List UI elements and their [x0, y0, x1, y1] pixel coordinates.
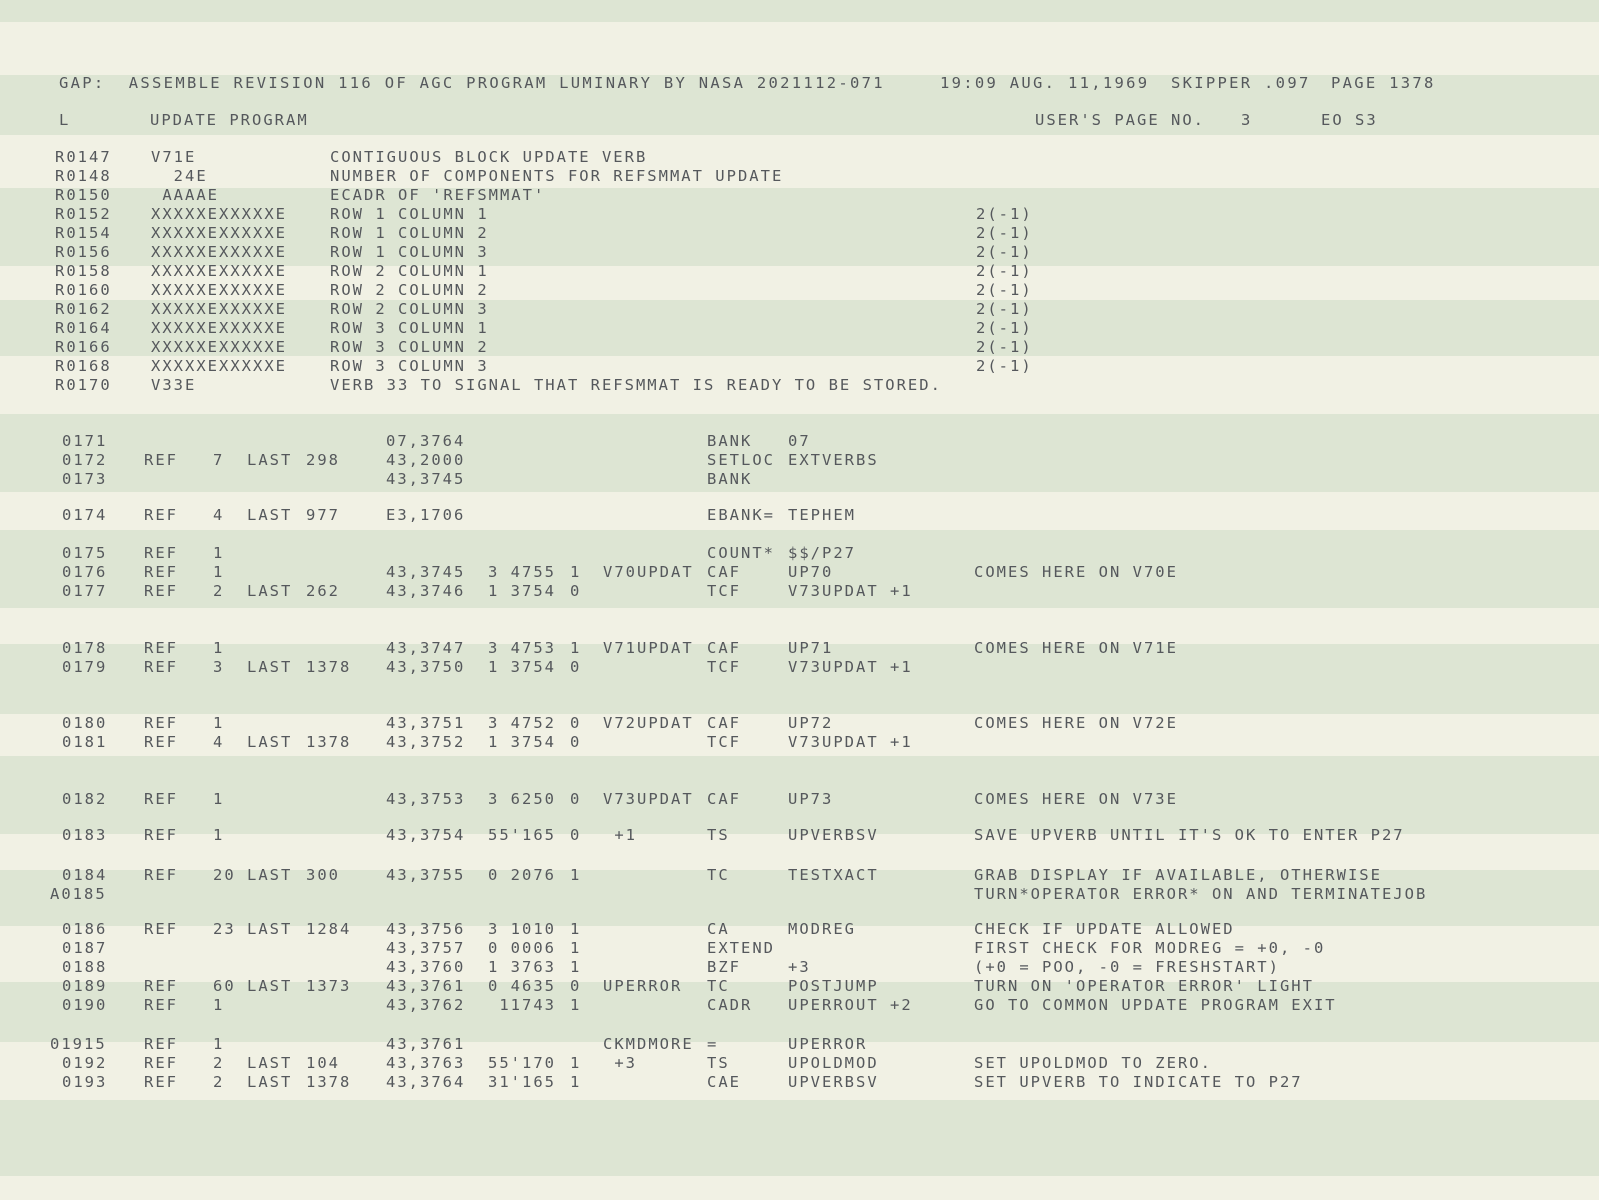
last-tag: LAST — [247, 733, 293, 751]
opcode: BANK — [707, 470, 753, 488]
ref-tag: REF — [144, 826, 178, 844]
parity-bit: 0 — [570, 790, 582, 808]
block-value: XXXXXEXXXXXE — [151, 262, 287, 280]
parity-bit: 1 — [570, 939, 582, 957]
block-location: R0170 — [55, 376, 112, 394]
line-number: 0183 — [62, 826, 108, 844]
block-description: ROW 3 COLUMN 3 — [330, 357, 489, 375]
last-tag: LAST — [247, 582, 293, 600]
block-value: XXXXXEXXXXXE — [151, 205, 287, 223]
block-description: ROW 3 COLUMN 2 — [330, 338, 489, 356]
opcode: BZF — [707, 958, 741, 976]
line-number: 0180 — [62, 714, 108, 732]
parity-bit: 1 — [570, 1073, 582, 1091]
opcode: TC — [707, 977, 730, 995]
ref-tag: REF — [144, 639, 178, 657]
ref-count: 2 — [213, 1073, 225, 1091]
code-comment: SET UPOLDMOD TO ZERO. — [974, 1054, 1212, 1072]
ref-count: 1 — [213, 563, 225, 581]
octal-word: 3 4755 — [488, 563, 556, 581]
operand: UP73 — [788, 790, 834, 808]
ref-tag: REF — [144, 658, 178, 676]
line-number: 0171 — [62, 432, 108, 450]
last-page: 1378 — [306, 658, 352, 676]
code-comment: TURN*OPERATOR ERROR* ON AND TERMINATEJOB — [974, 885, 1428, 903]
section-title: UPDATE PROGRAM — [150, 111, 309, 129]
octal-word: 3 4752 — [488, 714, 556, 732]
block-description: CONTIGUOUS BLOCK UPDATE VERB — [330, 148, 648, 166]
line-number: 0189 — [62, 977, 108, 995]
last-tag: LAST — [247, 866, 293, 884]
block-scale: 2(-1) — [976, 243, 1033, 261]
octal-word: 1 3754 — [488, 658, 556, 676]
block-location: R0166 — [55, 338, 112, 356]
code-label: +1 — [603, 826, 637, 844]
section-flag: L — [59, 111, 71, 129]
ref-tag: REF — [144, 1035, 178, 1053]
block-location: R0168 — [55, 357, 112, 375]
line-number: 0193 — [62, 1073, 108, 1091]
last-page: 1373 — [306, 977, 352, 995]
last-page: 1378 — [306, 1073, 352, 1091]
address: 43,3764 — [386, 1073, 466, 1091]
last-tag: LAST — [247, 658, 293, 676]
ref-tag: REF — [144, 714, 178, 732]
opcode: CAF — [707, 714, 741, 732]
parity-bit: 1 — [570, 563, 582, 581]
block-location: R0156 — [55, 243, 112, 261]
last-page: 104 — [306, 1054, 340, 1072]
line-number: 0174 — [62, 506, 108, 524]
page-number: PAGE 1378 — [1331, 74, 1436, 92]
operand: UP72 — [788, 714, 834, 732]
octal-word: 1 3754 — [488, 733, 556, 751]
block-location: R0150 — [55, 186, 112, 204]
code-comment: FIRST CHECK FOR MODREG = +0, -0 — [974, 939, 1326, 957]
block-description: ROW 1 COLUMN 1 — [330, 205, 489, 223]
octal-word: 1 3763 — [488, 958, 556, 976]
address: 43,3761 — [386, 1035, 466, 1053]
code-label: UPERROR — [603, 977, 683, 995]
parity-bit: 0 — [570, 977, 582, 995]
address: 43,2000 — [386, 451, 466, 469]
block-location: R0154 — [55, 224, 112, 242]
block-location: R0152 — [55, 205, 112, 223]
address: 43,3762 — [386, 996, 466, 1014]
block-value: 24E — [151, 167, 208, 185]
ref-tag: REF — [144, 506, 178, 524]
operand: +3 — [788, 958, 811, 976]
block-scale: 2(-1) — [976, 224, 1033, 242]
line-number: 0179 — [62, 658, 108, 676]
line-number: A0185 — [50, 885, 107, 903]
block-description: ROW 1 COLUMN 2 — [330, 224, 489, 242]
last-page: 1284 — [306, 920, 352, 938]
block-description: ROW 2 COLUMN 1 — [330, 262, 489, 280]
line-number: 0181 — [62, 733, 108, 751]
block-scale: 2(-1) — [976, 357, 1033, 375]
address: 43,3756 — [386, 920, 466, 938]
line-number: 0178 — [62, 639, 108, 657]
line-number: 0190 — [62, 996, 108, 1014]
octal-word: 3 6250 — [488, 790, 556, 808]
operand: TESTXACT — [788, 866, 879, 884]
address: 43,3757 — [386, 939, 466, 957]
ref-tag: REF — [144, 1073, 178, 1091]
block-description: ROW 1 COLUMN 3 — [330, 243, 489, 261]
opcode: COUNT* — [707, 544, 775, 562]
parity-bit: 1 — [570, 639, 582, 657]
ref-count: 23 — [213, 920, 236, 938]
address: 43,3753 — [386, 790, 466, 808]
block-description: ROW 2 COLUMN 2 — [330, 281, 489, 299]
ref-count: 1 — [213, 544, 225, 562]
block-value: XXXXXEXXXXXE — [151, 338, 287, 356]
code-comment: TURN ON 'OPERATOR ERROR' LIGHT — [974, 977, 1314, 995]
block-location: R0164 — [55, 319, 112, 337]
operand: 07 — [788, 432, 811, 450]
operand: UPOLDMOD — [788, 1054, 879, 1072]
octal-word: 0 4635 — [488, 977, 556, 995]
ref-count: 3 — [213, 658, 225, 676]
ref-tag: REF — [144, 582, 178, 600]
address: 43,3761 — [386, 977, 466, 995]
opcode: EBANK= — [707, 506, 775, 524]
assembly-title: GAP: ASSEMBLE REVISION 116 OF AGC PROGRAM LUMINARY BY NASA 2021112-071 — [59, 74, 885, 92]
line-number: 01915 — [50, 1035, 107, 1053]
ref-tag: REF — [144, 1054, 178, 1072]
block-value: V33E — [151, 376, 197, 394]
line-number: 0176 — [62, 563, 108, 581]
last-page: 300 — [306, 866, 340, 884]
line-number: 0175 — [62, 544, 108, 562]
block-scale: 2(-1) — [976, 300, 1033, 318]
code-comment: COMES HERE ON V70E — [974, 563, 1178, 581]
address: 43,3745 — [386, 470, 466, 488]
code-comment: SET UPVERB TO INDICATE TO P27 — [974, 1073, 1303, 1091]
ref-count: 1 — [213, 639, 225, 657]
parity-bit: 0 — [570, 714, 582, 732]
parity-bit: 1 — [570, 996, 582, 1014]
ref-tag: REF — [144, 563, 178, 581]
ref-tag: REF — [144, 451, 178, 469]
last-tag: LAST — [247, 1054, 293, 1072]
address: 43,3750 — [386, 658, 466, 676]
ref-count: 1 — [213, 996, 225, 1014]
paper-band — [0, 1100, 1599, 1176]
line-number: 0182 — [62, 790, 108, 808]
code-comment: CHECK IF UPDATE ALLOWED — [974, 920, 1235, 938]
code-comment: SAVE UPVERB UNTIL IT'S OK TO ENTER P27 — [974, 826, 1405, 844]
operand: POSTJUMP — [788, 977, 879, 995]
parity-bit: 0 — [570, 658, 582, 676]
ref-count: 60 — [213, 977, 236, 995]
parity-bit: 0 — [570, 582, 582, 600]
parity-bit: 0 — [570, 733, 582, 751]
block-value: XXXXXEXXXXXE — [151, 281, 287, 299]
code-label: +3 — [603, 1054, 637, 1072]
block-location: R0148 — [55, 167, 112, 185]
octal-word: 1 3754 — [488, 582, 556, 600]
block-description: ROW 3 COLUMN 1 — [330, 319, 489, 337]
address: 43,3745 — [386, 563, 466, 581]
ref-count: 1 — [213, 826, 225, 844]
last-tag: LAST — [247, 506, 293, 524]
operand: TEPHEM — [788, 506, 856, 524]
operand: UPERROR — [788, 1035, 868, 1053]
address: 43,3760 — [386, 958, 466, 976]
ref-count: 1 — [213, 790, 225, 808]
address: 43,3752 — [386, 733, 466, 751]
block-scale: 2(-1) — [976, 319, 1033, 337]
last-tag: LAST — [247, 977, 293, 995]
address: 43,3755 — [386, 866, 466, 884]
operand: V73UPDAT +1 — [788, 582, 913, 600]
opcode: TCF — [707, 658, 741, 676]
operand: MODREG — [788, 920, 856, 938]
block-description: NUMBER OF COMPONENTS FOR REFSMMAT UPDATE — [330, 167, 784, 185]
users-page-number: 3 — [1241, 111, 1253, 129]
ref-count: 2 — [213, 582, 225, 600]
block-value: XXXXXEXXXXXE — [151, 224, 287, 242]
octal-word: 55'165 — [488, 826, 556, 844]
code-label: V73UPDAT — [603, 790, 694, 808]
line-number: 0184 — [62, 866, 108, 884]
parity-bit: 0 — [570, 826, 582, 844]
line-number: 0173 — [62, 470, 108, 488]
address: 43,3751 — [386, 714, 466, 732]
opcode: CADR — [707, 996, 753, 1014]
parity-bit: 1 — [570, 1054, 582, 1072]
opcode: TCF — [707, 582, 741, 600]
line-number: 0172 — [62, 451, 108, 469]
ref-count: 4 — [213, 733, 225, 751]
code-label: V70UPDAT — [603, 563, 694, 581]
line-number: 0192 — [62, 1054, 108, 1072]
block-description: VERB 33 TO SIGNAL THAT REFSMMAT IS READY TO BE STORED. — [330, 376, 942, 394]
code-comment: COMES HERE ON V72E — [974, 714, 1178, 732]
line-number: 0188 — [62, 958, 108, 976]
operand: $$/P27 — [788, 544, 856, 562]
opcode: BANK — [707, 432, 753, 450]
block-scale: 2(-1) — [976, 281, 1033, 299]
operand: UP70 — [788, 563, 834, 581]
ref-tag: REF — [144, 544, 178, 562]
block-value: V71E — [151, 148, 197, 166]
address: 43,3746 — [386, 582, 466, 600]
parity-bit: 1 — [570, 920, 582, 938]
ref-count: 20 — [213, 866, 236, 884]
block-location: R0158 — [55, 262, 112, 280]
block-description: ROW 2 COLUMN 3 — [330, 300, 489, 318]
ref-count: 1 — [213, 714, 225, 732]
ref-tag: REF — [144, 866, 178, 884]
operand: UPVERBSV — [788, 826, 879, 844]
opcode: CAF — [707, 790, 741, 808]
code-comment: COMES HERE ON V71E — [974, 639, 1178, 657]
operand: EXTVERBS — [788, 451, 879, 469]
users-page-label: USER'S PAGE NO. — [1035, 111, 1205, 129]
block-location: R0160 — [55, 281, 112, 299]
address: 07,3764 — [386, 432, 466, 450]
block-description: ECADR OF 'REFSMMAT' — [330, 186, 546, 204]
address: 43,3754 — [386, 826, 466, 844]
parity-bit: 1 — [570, 866, 582, 884]
block-value: AAAAE — [151, 186, 219, 204]
block-location: R0147 — [55, 148, 112, 166]
operand: V73UPDAT +1 — [788, 733, 913, 751]
last-page: 298 — [306, 451, 340, 469]
paper-band — [0, 0, 1599, 22]
octal-word: 0 2076 — [488, 866, 556, 884]
opcode: TS — [707, 1054, 730, 1072]
opcode: TCF — [707, 733, 741, 751]
opcode: SETLOC — [707, 451, 775, 469]
parity-bit: 1 — [570, 958, 582, 976]
last-tag: LAST — [247, 1073, 293, 1091]
line-number: 0177 — [62, 582, 108, 600]
code-comment: (+0 = POO, -0 = FRESHSTART) — [974, 958, 1280, 976]
line-number: 0187 — [62, 939, 108, 957]
block-value: XXXXXEXXXXXE — [151, 319, 287, 337]
block-value: XXXXXEXXXXXE — [151, 357, 287, 375]
code-label: V71UPDAT — [603, 639, 694, 657]
ref-count: 4 — [213, 506, 225, 524]
octal-word: 0 0006 — [488, 939, 556, 957]
ref-tag: REF — [144, 733, 178, 751]
address: 43,3763 — [386, 1054, 466, 1072]
block-value: XXXXXEXXXXXE — [151, 300, 287, 318]
octal-word: 3 1010 — [488, 920, 556, 938]
assembly-datetime: 19:09 AUG. 11,1969 — [940, 74, 1150, 92]
last-tag: LAST — [247, 920, 293, 938]
opcode: CAE — [707, 1073, 741, 1091]
block-scale: 2(-1) — [976, 205, 1033, 223]
opcode: TC — [707, 866, 730, 884]
octal-word: 31'165 — [488, 1073, 556, 1091]
ref-count: 7 — [213, 451, 225, 469]
octal-word: 55'170 — [488, 1054, 556, 1072]
operand: UPVERBSV — [788, 1073, 879, 1091]
code-comment: GRAB DISPLAY IF AVAILABLE, OTHERWISE — [974, 866, 1382, 884]
octal-word: 11743 — [488, 996, 556, 1014]
code-label: CKMDMORE — [603, 1035, 694, 1053]
operand: UPERROUT +2 — [788, 996, 913, 1014]
last-page: 977 — [306, 506, 340, 524]
last-tag: LAST — [247, 451, 293, 469]
ref-count: 2 — [213, 1054, 225, 1072]
address: 43,3747 — [386, 639, 466, 657]
block-value: XXXXXEXXXXXE — [151, 243, 287, 261]
operand: V73UPDAT +1 — [788, 658, 913, 676]
ref-tag: REF — [144, 996, 178, 1014]
operator-name: SKIPPER .097 — [1171, 74, 1311, 92]
opcode: CAF — [707, 563, 741, 581]
block-location: R0162 — [55, 300, 112, 318]
code-comment: COMES HERE ON V73E — [974, 790, 1178, 808]
code-comment: GO TO COMMON UPDATE PROGRAM EXIT — [974, 996, 1337, 1014]
ref-count: 1 — [213, 1035, 225, 1053]
address: E3,1706 — [386, 506, 466, 524]
eo-code: EO S3 — [1321, 111, 1378, 129]
opcode: = — [707, 1035, 719, 1053]
ref-tag: REF — [144, 977, 178, 995]
code-label: V72UPDAT — [603, 714, 694, 732]
last-page: 262 — [306, 582, 340, 600]
block-scale: 2(-1) — [976, 262, 1033, 280]
opcode: TS — [707, 826, 730, 844]
opcode: CA — [707, 920, 730, 938]
block-scale: 2(-1) — [976, 338, 1033, 356]
line-number: 0186 — [62, 920, 108, 938]
opcode: EXTEND — [707, 939, 775, 957]
ref-tag: REF — [144, 790, 178, 808]
octal-word: 3 4753 — [488, 639, 556, 657]
operand: UP71 — [788, 639, 834, 657]
ref-tag: REF — [144, 920, 178, 938]
last-page: 1378 — [306, 733, 352, 751]
opcode: CAF — [707, 639, 741, 657]
